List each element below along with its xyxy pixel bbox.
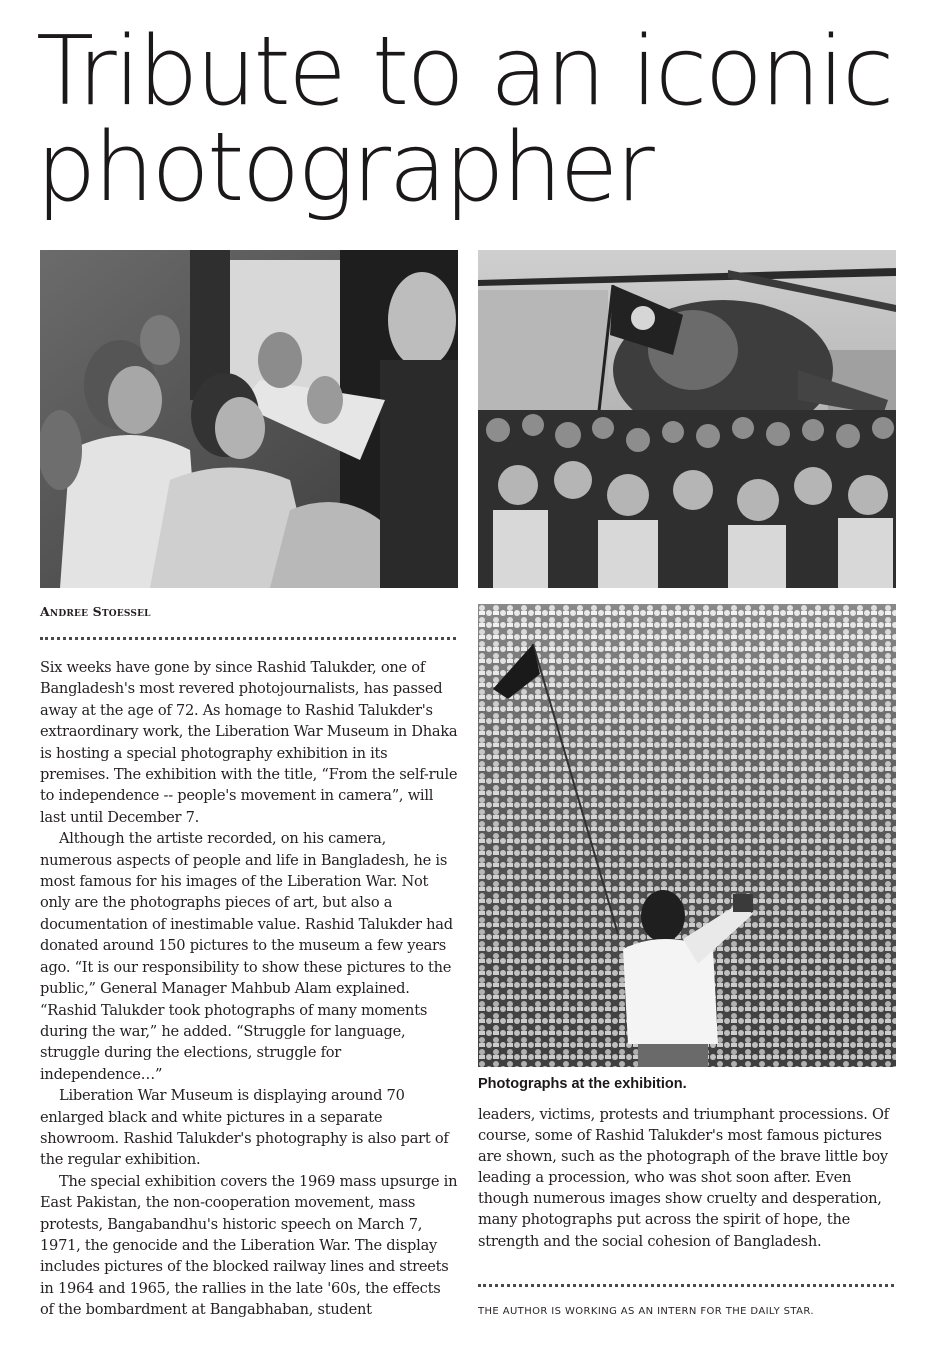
article-paragraph-4: The special exhibition covers the 1969 mass upsurge in East Pakistan, the non-cooperation movement, mass protests, Bangabandhu's historic speech on March 7, 1971, the genocide and the Liberation War. The display includes pictures of the blocked railway lines and streets in 1964 and 1965, the rallies in the late '60s, the effects of the bombardment at Bangabhaban, student	[40, 1172, 458, 1319]
article-paragraph-4-continued: leaders, victims, protests and triumphant processions. Of course, some of Rashid Talukder's most famous pictures are shown, such as the photograph of the brave little boy leading a procession, who was shot soon after. Even though numerous images show cruelty and desperation, many photographs put across the spirit of hope, the strength and the social cohesion of Bangladesh.	[478, 1106, 889, 1250]
article-body-column-2	[478, 1104, 898, 1252]
dotted-divider-end	[478, 1284, 894, 1287]
article-paragraph-2: Although the artiste recorded, on his camera, numerous aspects of people and life in Bangladesh, he is most famous for his images of the Liberation War. Not only are the photographs pieces of art, but also a documentation of inestimable value. Rashid Talukder had donated around 150 pictures to the museum a few years ago. “It is our responsibility to show these pictures to the public,” General Manager Mahbub Alam explained. “Rashid Talukder took photographs of many moments during the war,” he added. “Struggle for language, struggle during the elections, struggle for independence…”	[40, 830, 453, 1083]
photo-helicopter-crowd	[478, 250, 896, 588]
headline-line-2: photographer	[36, 113, 653, 223]
photo-massive-rally	[478, 604, 896, 1067]
photo-girls-with-leader	[40, 250, 458, 588]
dotted-divider	[40, 637, 456, 640]
headline-line-1: Tribute to an iconic	[36, 17, 892, 127]
article-paragraph-3: Liberation War Museum is displaying around 70 enlarged black and white pictures in a separate showroom. Rashid Talukder's photography is also part of the regular exhibition.	[40, 1087, 449, 1169]
article-body-column-1	[40, 657, 458, 1321]
article-paragraph-1: Six weeks have gone by since Rashid Talukder, one of Bangladesh's most revered photojournalists, has passed away at the age of 72. As homage to Rashid Talukder's extraordinary work, the Liberation War Museum in Dhaka is hosting a special photography exhibition in its premises. The exhibition with the title, “From the self-rule to independence -- people's movement in camera”, will last until December 7.	[40, 659, 458, 826]
photo-caption: Photographs at the exhibition.	[478, 1076, 687, 1092]
byline: Andree Stoessel	[40, 604, 151, 619]
author-credit: THE AUTHOR IS WORKING AS AN INTERN FOR THE DAILY STAR.	[478, 1306, 814, 1317]
headline	[36, 17, 916, 223]
